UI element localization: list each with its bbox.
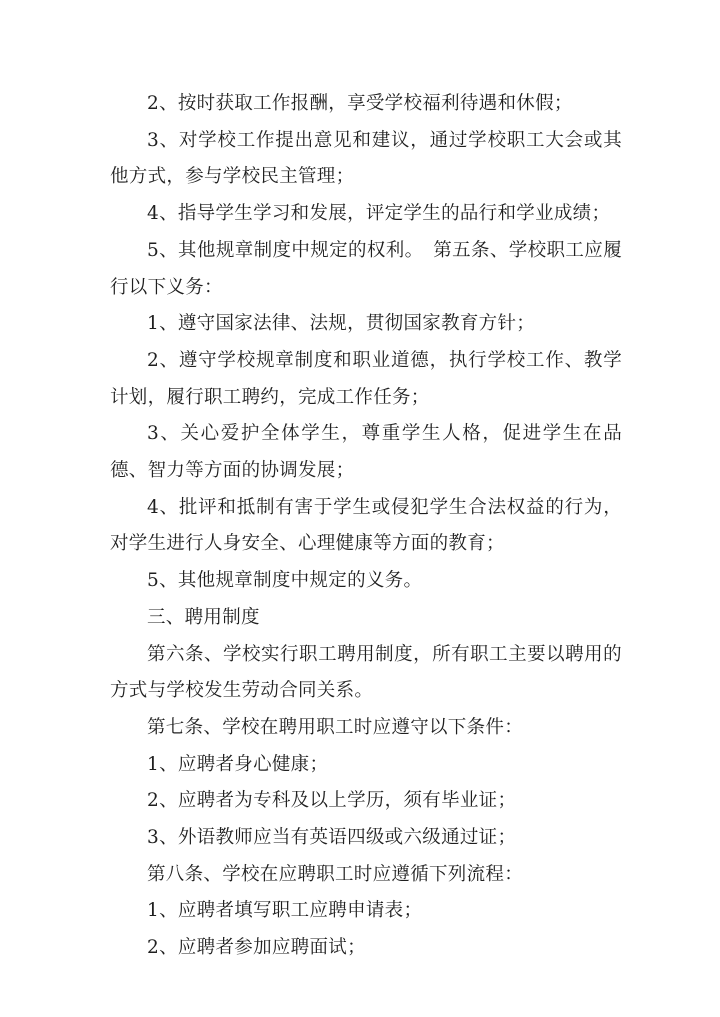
paragraph-18: 2、应聘者参加应聘面试； bbox=[147, 937, 366, 959]
paragraph-11: 第六条、学校实行职工聘用制度，所有职工主要以聘用的方式与学校发生劳动合同关系。 bbox=[110, 643, 622, 702]
paragraph-1: 2、按时获取工作报酬，享受学校福利待遇和休假； bbox=[147, 93, 573, 114]
paragraph-13: 1、应聘者身心健康； bbox=[147, 753, 329, 775]
paragraph-2: 3、对学校工作提出意见和建议，通过学校职工大会或其他方式，参与学校民主管理； bbox=[110, 129, 622, 188]
paragraph-16: 第八条、学校在应聘职工时应遵循下列流程： bbox=[147, 863, 524, 885]
paragraph-15: 3、外语教师应当有英语四级或六级通过证； bbox=[147, 827, 517, 849]
section-heading: 三、聘用制度 bbox=[147, 606, 260, 628]
document-body bbox=[110, 86, 622, 967]
paragraph-3: 4、指导学生学习和发展，评定学生的品行和学业成绩； bbox=[147, 203, 611, 225]
paragraph-4: 5、其他规章制度中规定的权利。 第五条、学校职工应履行以下义务： bbox=[110, 239, 622, 298]
paragraph-6: 2、遵守学校规章制度和职业道德，执行学校工作、教学计划，履行职工聘约，完成工作任务； bbox=[110, 349, 622, 408]
paragraph-9: 5、其他规章制度中规定的义务。 bbox=[147, 570, 423, 592]
paragraph-12: 第七条、学校在聘用职工时应遵守以下条件： bbox=[147, 716, 524, 738]
paragraph-14: 2、应聘者为专科及以上学历，须有毕业证； bbox=[147, 790, 517, 812]
paragraph-8: 4、批评和抵制有害于学生或侵犯学生合法权益的行为，对学生进行人身安全、心理健康等方面的教育； bbox=[110, 496, 622, 555]
paragraph-17: 1、应聘者填写职工应聘申请表； bbox=[147, 900, 423, 922]
paragraph-7: 3、关心爱护全体学生，尊重学生人格，促进学生在品德、智力等方面的协调发展； bbox=[110, 423, 622, 482]
paragraph-5: 1、遵守国家法律、法规，贯彻国家教育方针； bbox=[147, 313, 536, 335]
